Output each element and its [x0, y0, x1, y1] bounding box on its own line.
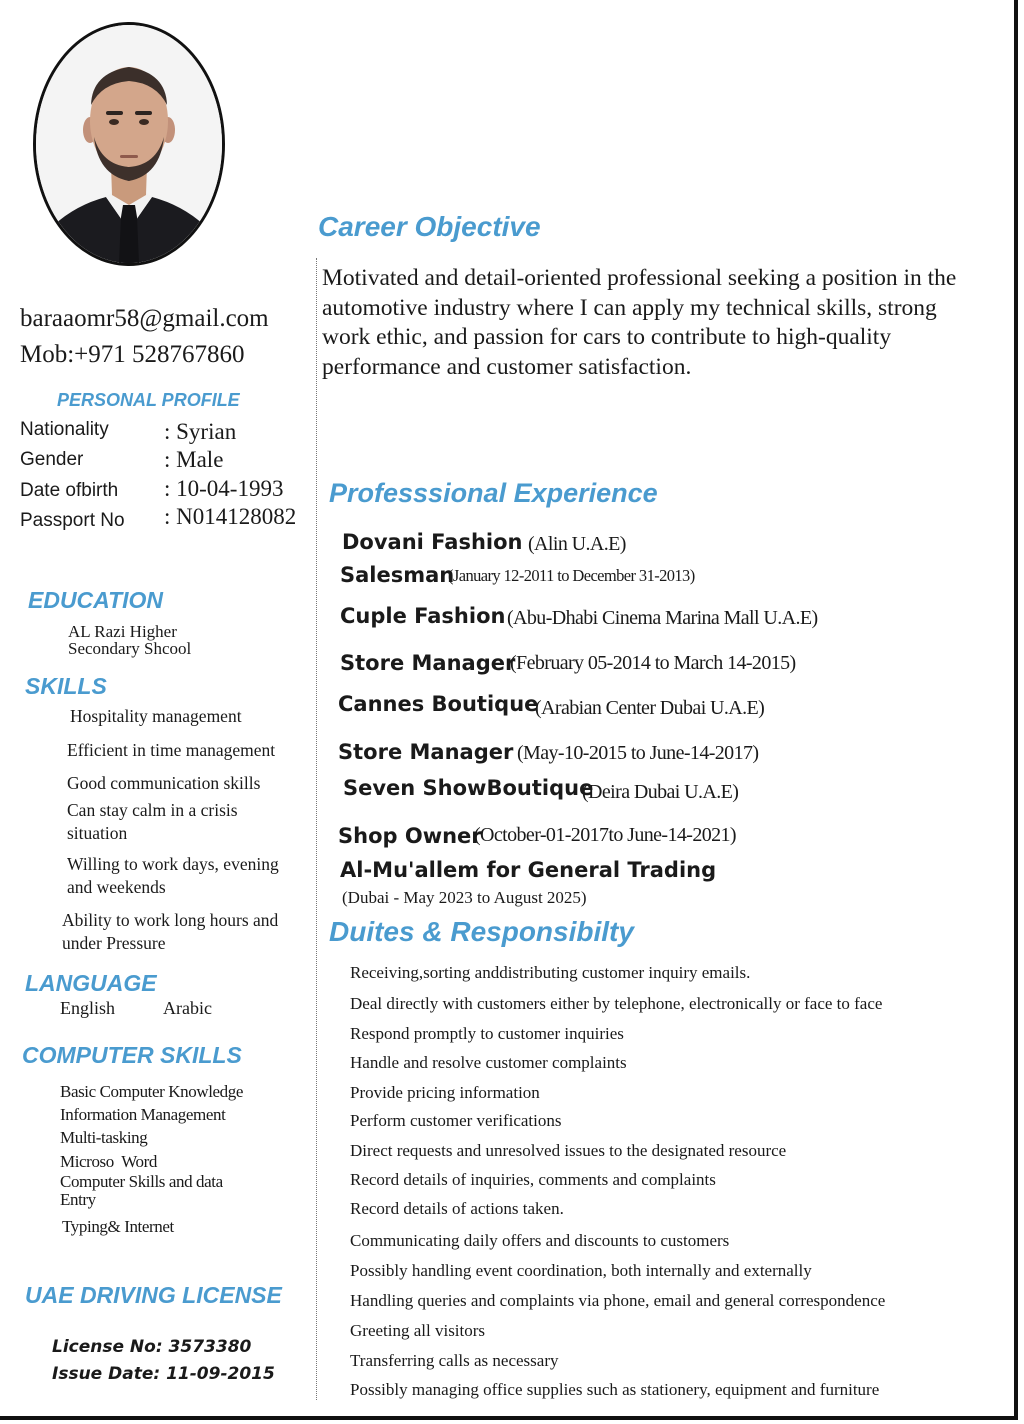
- experience-heading: Professsional Experience: [329, 478, 658, 508]
- license-number: License No: 3573380: [52, 1337, 252, 1357]
- passport-label: Passport No: [20, 510, 125, 531]
- column-divider: [316, 258, 317, 1400]
- profile-photo: [33, 22, 225, 266]
- duty-item: Respond promptly to customer inquiries: [350, 1024, 624, 1043]
- company-name: Al-Mu'allem for General Trading: [340, 858, 717, 882]
- passport-value: : N014128082: [164, 504, 297, 529]
- duty-item: Direct requests and unresolved issues to the designated resource: [350, 1141, 787, 1160]
- computer-skill-item: Typing& Internet: [62, 1217, 174, 1236]
- gender-label: Gender: [20, 449, 84, 470]
- job-dates: (February 05-2014 to March 14-2015): [510, 652, 796, 674]
- job-dates: (January 12-2011 to December 31-2013): [448, 566, 695, 585]
- company-name: Dovani Fashion: [342, 530, 523, 554]
- language-english: English: [60, 998, 116, 1018]
- gender-value: : Male: [164, 447, 224, 472]
- company-location: (Abu-Dhabi Cinema Marina Mall U.A.E): [507, 607, 818, 629]
- duty-item: Transferring calls as necessary: [350, 1351, 559, 1370]
- job-role: Store Manager: [340, 651, 516, 675]
- job-role: Shop Owner: [338, 824, 482, 848]
- job-dates: (May-10-2015 to June-14-2017): [517, 742, 759, 764]
- career-objective-line: automotive industry where I can apply my technical skills, strong: [322, 294, 937, 321]
- duty-item: Greeting all visitors: [350, 1321, 486, 1340]
- email-text: baraaomr58@gmail.com: [20, 305, 269, 332]
- education-line-2: Secondary Shcool: [68, 639, 192, 658]
- company-name: Seven ShowBoutique: [343, 776, 594, 800]
- skill-item: Willing to work days, evening and weekends: [67, 854, 279, 897]
- company-name: Cannes Boutique: [338, 692, 539, 716]
- company-location: (Deira Dubai U.A.E): [582, 781, 739, 803]
- computer-skill-item: Multi-tasking: [60, 1128, 148, 1147]
- duty-item: Perform customer verifications: [350, 1111, 562, 1130]
- nationality-value: : Syrian: [164, 419, 237, 444]
- language-arabic: Arabic: [163, 998, 212, 1018]
- duty-item: Handling queries and complaints via phone, email and general correspondence: [350, 1291, 886, 1310]
- career-objective-line: work ethic, and passion for cars to contribute to high-quality: [322, 324, 892, 350]
- computer-skill-item: Basic Computer Knowledge: [60, 1082, 244, 1101]
- career-objective-text: [322, 264, 956, 382]
- duty-item: Handle and resolve customer complaints: [350, 1053, 627, 1072]
- duties-heading: Duites & Responsibilty: [329, 916, 634, 947]
- skill-item: Can stay calm in a crisis situation: [67, 800, 238, 843]
- education-line-1: AL Razi Higher: [68, 622, 177, 641]
- job-dates: (October-01-2017to June-14-2021): [474, 824, 736, 846]
- skill-item: Efficient in time management: [67, 740, 276, 760]
- career-objective-line: performance and customer satisfaction.: [322, 353, 692, 380]
- job-role: Salesman: [340, 563, 455, 587]
- duty-item: Communicating daily offers and discounts to customers: [350, 1231, 730, 1250]
- company-name: Cuple Fashion: [340, 604, 506, 628]
- skill-item: Hospitality management: [70, 706, 242, 726]
- company-location: (Alin U.A.E): [528, 533, 626, 555]
- nationality-label: Nationality: [20, 419, 109, 440]
- career-objective-heading: Career Objective: [318, 211, 541, 242]
- duty-item: Deal directly with customers either by telephone, electronically or face to face: [350, 994, 883, 1013]
- license-heading: UAE DRIVING LICENSE: [25, 1282, 282, 1308]
- duty-item: Record details of inquiries, comments and complaints: [350, 1170, 716, 1189]
- duty-item: Provide pricing information: [350, 1083, 540, 1102]
- portrait-image: [36, 25, 222, 263]
- skill-item: Ability to work long hours and under Pressure: [62, 910, 279, 953]
- duty-item: Receiving,sorting anddistributing customer inquiry emails.: [350, 963, 751, 982]
- duty-item: Record details of actions taken.: [350, 1199, 564, 1218]
- computer-skills-heading: COMPUTER SKILLS: [22, 1042, 242, 1068]
- skills-heading: SKILLS: [25, 673, 107, 699]
- education-heading: EDUCATION: [28, 587, 164, 613]
- computer-skill-item: Computer Skills and data Entry: [60, 1172, 223, 1209]
- company-location: (Dubai - May 2023 to August 2025): [342, 888, 587, 907]
- duty-item: Possibly handling event coordination, both internally and externally: [350, 1261, 812, 1280]
- computer-skill-item: Microso Word: [60, 1152, 157, 1171]
- license-issue-date: Issue Date: 11-09-2015: [52, 1364, 275, 1384]
- career-objective-line: Motivated and detail-oriented professional seeking a position in the: [322, 265, 957, 291]
- duty-item: Possibly managing office supplies such as stationery, equipment and furniture: [350, 1380, 880, 1399]
- computer-skill-item: Information Management: [60, 1105, 226, 1124]
- job-role: Store Manager: [338, 740, 514, 764]
- education-school: [68, 623, 191, 657]
- company-location: (Arabian Center Dubai U.A.E): [535, 697, 765, 719]
- dob-value: : 10-04-1993: [164, 476, 284, 501]
- dob-label: Date ofbirth: [20, 480, 119, 501]
- mobile-text: Mob:+971 528767860: [20, 341, 245, 368]
- language-heading: LANGUAGE: [25, 970, 157, 996]
- personal-profile-heading: PERSONAL PROFILE: [57, 390, 240, 410]
- skill-item: Good communication skills: [67, 773, 261, 793]
